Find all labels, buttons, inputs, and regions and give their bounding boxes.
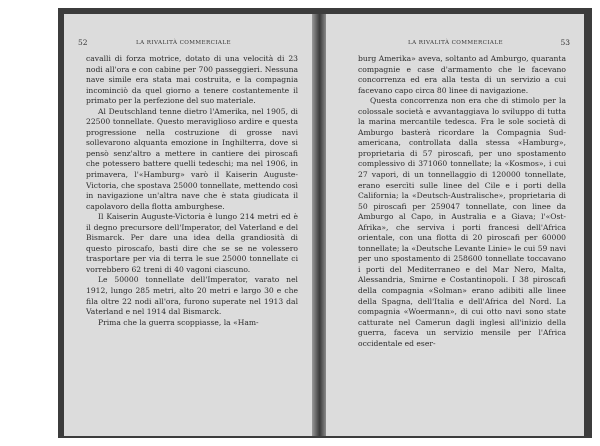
left-paragraph-1: cavalli di forza motrice, dotato di una velocità di 23 nodi all'ora e con cabine per 700 passeggieri. Nessuna nave simile era stata mai costruita, e la compagnia incominciò da quel giorno a tenere costantemente il primato per la perfezione del suo materiale. [86, 54, 298, 106]
right-page-body [358, 54, 566, 349]
left-paragraph-2: Al Deutschland tenne dietro l'Amerika, nel 1905, di 22500 tonnellate. Questo meraviglioso ardire e questa progressione nella costruzione di grosse navi sollevarono alquanta emozione in Inghilterra, dove si pensò senz'altro a mettere in cantiere dei piroscafi che potessero battere quelli tedeschi; ma nel 1906, in primavera, l'«Hamburg» varò il Kaiserin Auguste-Victoria, che spostava 25000 tonnellate, mettendo così in navigazione un'altra nave che è stata giudicata il capolavoro della flotta amburghese. [86, 106, 298, 211]
right-paragraph-2: Questa concorrenza non era che di stimolo per la colossale società e avvantaggiava lo sviluppo di tutta la marina mercantile tedesca. Fra le sole società di Amburgo basterà ricordare la Compagnia Sud-americana, controllata dalla stessa «Hamburg», proprietaria di 57 piroscafi, per uno spostamento complessivo di 371060 tonnellate; la «Kosmos», i cui 27 vapori, di un tonnellaggio di 120000 tonnellate, erano esercìti sulle linee del Cile e i porti della California; la «Deutsch-Australische», proprietaria di 50 piroscafi per 259047 tonnellate, con linee da Amburgo al Capo, in Australia e a Giava; l'«Ost-Afrika», che serviva i porti francesi dell'Africa orientale, con una flotta di 20 piroscafi per 60000 tonnellate; la «Deutsche Levante Linie» le cui 59 navi per uno spostamento di 258600 tonnellate toccavano i porti del Mediterraneo e del Mar Nero, Malta, Alessandria, Smirne e Costantinopoli. I 38 piroscafi della compagnia «Solman» erano adibiti alle linee della Spagna, dell'Italia e dell'Africa del Nord. La compagnia «Woermann», di cui otto navi sono state catturate nel Camerun dagli inglesi all'inizio della guerra, faceva un servizio mensile per l'Africa occidentale ed eser- [358, 96, 566, 348]
book-gutter [312, 14, 326, 436]
book-spread [58, 8, 592, 438]
left-page-number: 52 [78, 38, 88, 47]
left-running-head: LA RIVALITÀ COMMERCIALE [136, 40, 231, 46]
right-running-head: LA RIVALITÀ COMMERCIALE [408, 40, 503, 46]
left-paragraph-5: Prima che la guerra scoppiasse, la «Ham- [98, 317, 259, 327]
right-paragraph-1: burg Amerika» aveva, soltanto ad Amburgo, quaranta compagnie e case d'armamento che le facevano concorrenza ed era alla testa di un servizio a cui facevano capo circa 80 linee di navigazione. [358, 54, 566, 95]
left-paragraph-3: Il Kaiserin Auguste-Victoria è lungo 214 metri ed è il degno precursore dell'Imperator, del Vaterland e del Bismarck. Per dare una idea della grandiosità di questo piroscafo, basti dire che se se ne volessero trasportare per via di terra le sue 25000 tonnellate ci vorrebbero 62 treni di 40 vagoni ciascuno. [86, 212, 298, 274]
right-page-number: 53 [560, 38, 570, 47]
left-page [64, 14, 312, 436]
right-page [326, 14, 584, 436]
left-page-body [86, 54, 298, 328]
left-paragraph-4: Le 50000 tonnellate dell'Imperator, varato nel 1912, lungo 285 metri, alto 20 metri e largo 30 e che fila oltre 22 nodi all'ora, furono superate nel 1913 dal Vaterland e nel 1914 dal Bismarck. [86, 275, 298, 317]
